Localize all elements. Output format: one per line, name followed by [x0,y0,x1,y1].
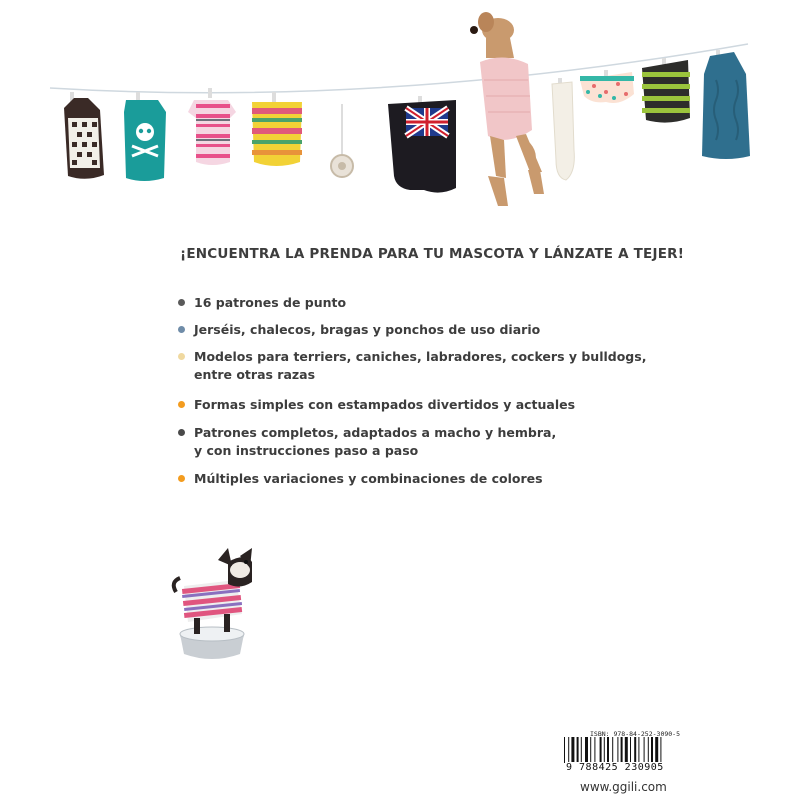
feature-text: Formas simples con estampados divertidos y actuales [194,397,576,412]
feature-text: y con instrucciones paso a paso [194,443,419,458]
feature-text: Patrones completos, adaptados a macho y hembra, [194,425,557,440]
dog-in-pink-sweater [470,12,544,206]
feature-text: Jerséis, chalecos, bragas y ponchos de uso diario [194,322,541,337]
cream-sock [552,78,574,180]
feature-item [178,424,698,460]
feature-item [178,396,698,414]
bullet-icon [178,401,185,408]
green-striped-sweater [642,58,690,123]
hanging-ornament [331,104,353,177]
headline: ¡ENCUENTRA LA PRENDA PARA TU MASCOTA Y LÁNZATE A TEJER! [180,246,685,262]
bullet-icon [178,475,185,482]
feature-item [178,321,698,339]
teal-skull-sweater [124,92,166,181]
publisher-url: www.ggili.com [580,780,667,794]
houndstooth-sweater [64,92,104,179]
union-jack-icon [406,108,448,136]
bullet-icon [178,299,185,306]
feature-item [178,348,698,384]
bullet-icon [178,429,185,436]
feature-text: 16 patrones de punto [194,295,347,310]
union-jack-sweater [388,96,456,193]
bullet-icon [178,326,185,333]
feature-item [178,294,698,312]
pink-striped-sweater [188,88,236,165]
isbn-text: ISBN: 978-84-252-3090-5 [590,730,681,738]
yellow-fairisle-sweater [252,92,302,166]
ean-number: 9 788425 230905 [566,762,664,773]
clothesline-illustration [0,0,800,220]
feature-text: entre otras razas [194,367,316,382]
feature-item [178,470,698,488]
bullet-icon [178,353,185,360]
blue-cable-sweater [702,50,750,159]
feature-text: Múltiples variaciones y combinaciones de colores [194,471,543,486]
chihuahua-in-bowl [174,548,252,659]
feature-text: Modelos para terriers, caniches, labradores, cockers y bulldogs, [194,349,647,364]
patterned-shorts [580,70,634,103]
